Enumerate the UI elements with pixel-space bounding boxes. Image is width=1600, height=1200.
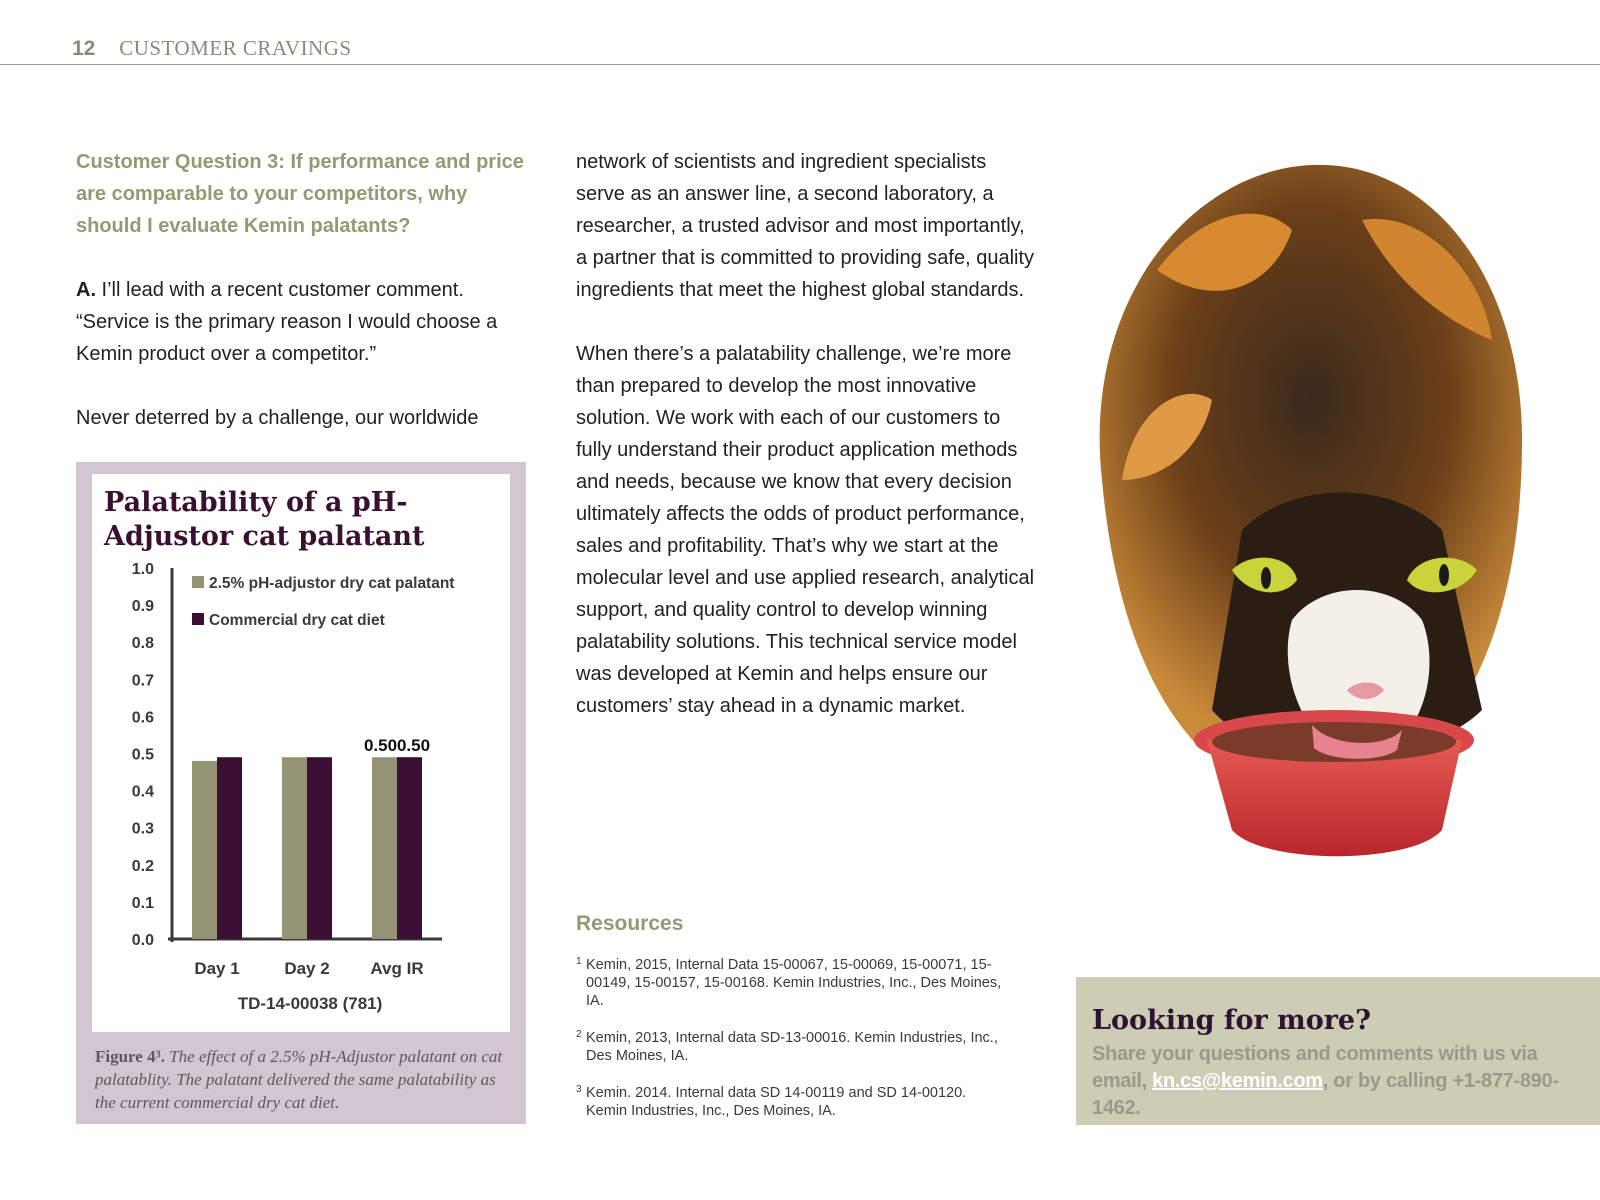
data-label: 0.50 <box>396 736 431 756</box>
legend-label: 2.5% pH-adjustor dry cat palatant <box>209 575 455 592</box>
customer-question: Customer Question 3: If performance and price are comparable to your competitors, why should I evaluate Kemin palatants? <box>76 151 524 237</box>
y-tick-label: 0.0 <box>131 932 154 949</box>
cat-eating-photo <box>1062 150 1542 880</box>
x-axis-title: TD-14-00038 (781) <box>237 994 383 1013</box>
y-tick-label: 0.1 <box>131 894 154 912</box>
x-tick-label: Day 1 <box>194 959 240 978</box>
page-number: 12 <box>72 37 96 60</box>
figure-caption-text: The effect of a 2.5% pH-Adjustor palatant on cat palatablity. The palatant delivered the same palatability as the current commercial dry cat diet. <box>95 1047 503 1112</box>
paragraph-network: network of scientists and ingredient specialists serve as an answer line, a second laboratory, a researcher, a trusted advisor and most importantly, a partner that is committed to providing safe, quality ingredients that meet the highest global standards. <box>576 151 1035 301</box>
paragraph-worldwide: Never deterred by a challenge, our worldwide <box>76 407 479 429</box>
legend-label: Commercial dry cat diet <box>209 612 385 629</box>
header-rule <box>0 64 1600 65</box>
reference-item: 2 Kemin, 2013, Internal data SD-13-00016. Kemin Industries, Inc., Des Moines, IA. <box>576 1029 998 1064</box>
figure-label: Figure 4³. <box>95 1047 165 1066</box>
section-title: CUSTOMER CRAVINGS <box>119 36 352 60</box>
y-tick-label: 0.2 <box>131 857 154 875</box>
bar-chart <box>92 556 510 1026</box>
looking-for-more-panel <box>1076 977 1600 1125</box>
answer-marker: A. <box>76 279 96 301</box>
answer-text: I’ll lead with a recent customer comment. “Service is the primary reason I would choose a Kemin product over a competitor.” <box>76 279 498 365</box>
y-tick-label: 0.4 <box>131 783 154 801</box>
chart-title: Palatability of a pH-Adjustor cat palatant <box>104 487 425 552</box>
figure-caption <box>95 1045 515 1114</box>
reference-item: 1 Kemin, 2015, Internal Data 15-00067, 15-00069, 15-00071, 15-00149, 15-00157, 15-00168. Kemin Industries, Inc., Des Moines, IA. <box>576 956 1002 1009</box>
references-list <box>576 956 1036 1139</box>
bar-commercial <box>397 757 422 939</box>
resources-heading: Resources <box>576 912 684 935</box>
legend-swatch <box>192 613 204 625</box>
paragraph-challenge: When there’s a palatability challenge, we’re more than prepared to develop the most innovative solution. We work with each of our customers to fully understand their product application methods and needs, because we know that every decision ultimately affects the odds of product performance, sales and profitability. That’s why we start at the molecular level and use applied research, analytical support, and quality control to develop winning palatability solutions. This technical service model was developed at Kemin and helps ensure our customers’ stay ahead in a dynamic market. <box>576 343 1035 717</box>
answer-paragraph <box>76 274 526 370</box>
y-tick-label: 1.0 <box>131 561 154 578</box>
bar-palatant <box>372 757 397 939</box>
email-link[interactable]: kn.cs@kemin.com <box>1152 1070 1323 1092</box>
bar-commercial <box>217 757 242 939</box>
reference-item: 3 Kemin. 2014. Internal data SD 14-00119 and SD 14-00120. Kemin Industries, Inc., Des Moines, IA. <box>576 1084 967 1119</box>
contact-text: Share your questions and comments with us via email, kn.cs@kemin.com, or by calling +1-877-890-1462. <box>1092 1043 1559 1119</box>
y-tick-label: 0.7 <box>131 672 154 690</box>
bar-palatant <box>282 757 307 939</box>
legend-swatch <box>192 576 204 588</box>
left-column <box>76 146 526 466</box>
bar-commercial <box>307 757 332 939</box>
y-tick-label: 0.9 <box>131 598 154 616</box>
looking-for-more-title: Looking for more? <box>1092 1005 1371 1036</box>
y-tick-label: 0.5 <box>131 746 154 764</box>
figure-panel <box>76 462 526 1124</box>
x-tick-label: Day 2 <box>284 959 330 978</box>
y-tick-label: 0.6 <box>131 709 154 727</box>
data-label: 0.50 <box>363 736 398 756</box>
chart-card <box>92 474 510 1032</box>
y-tick-label: 0.3 <box>131 820 154 838</box>
x-tick-label: Avg IR <box>370 959 424 978</box>
bar-palatant <box>192 761 217 939</box>
page-header <box>72 36 352 61</box>
y-tick-label: 0.8 <box>131 635 154 653</box>
middle-column <box>576 146 1036 754</box>
